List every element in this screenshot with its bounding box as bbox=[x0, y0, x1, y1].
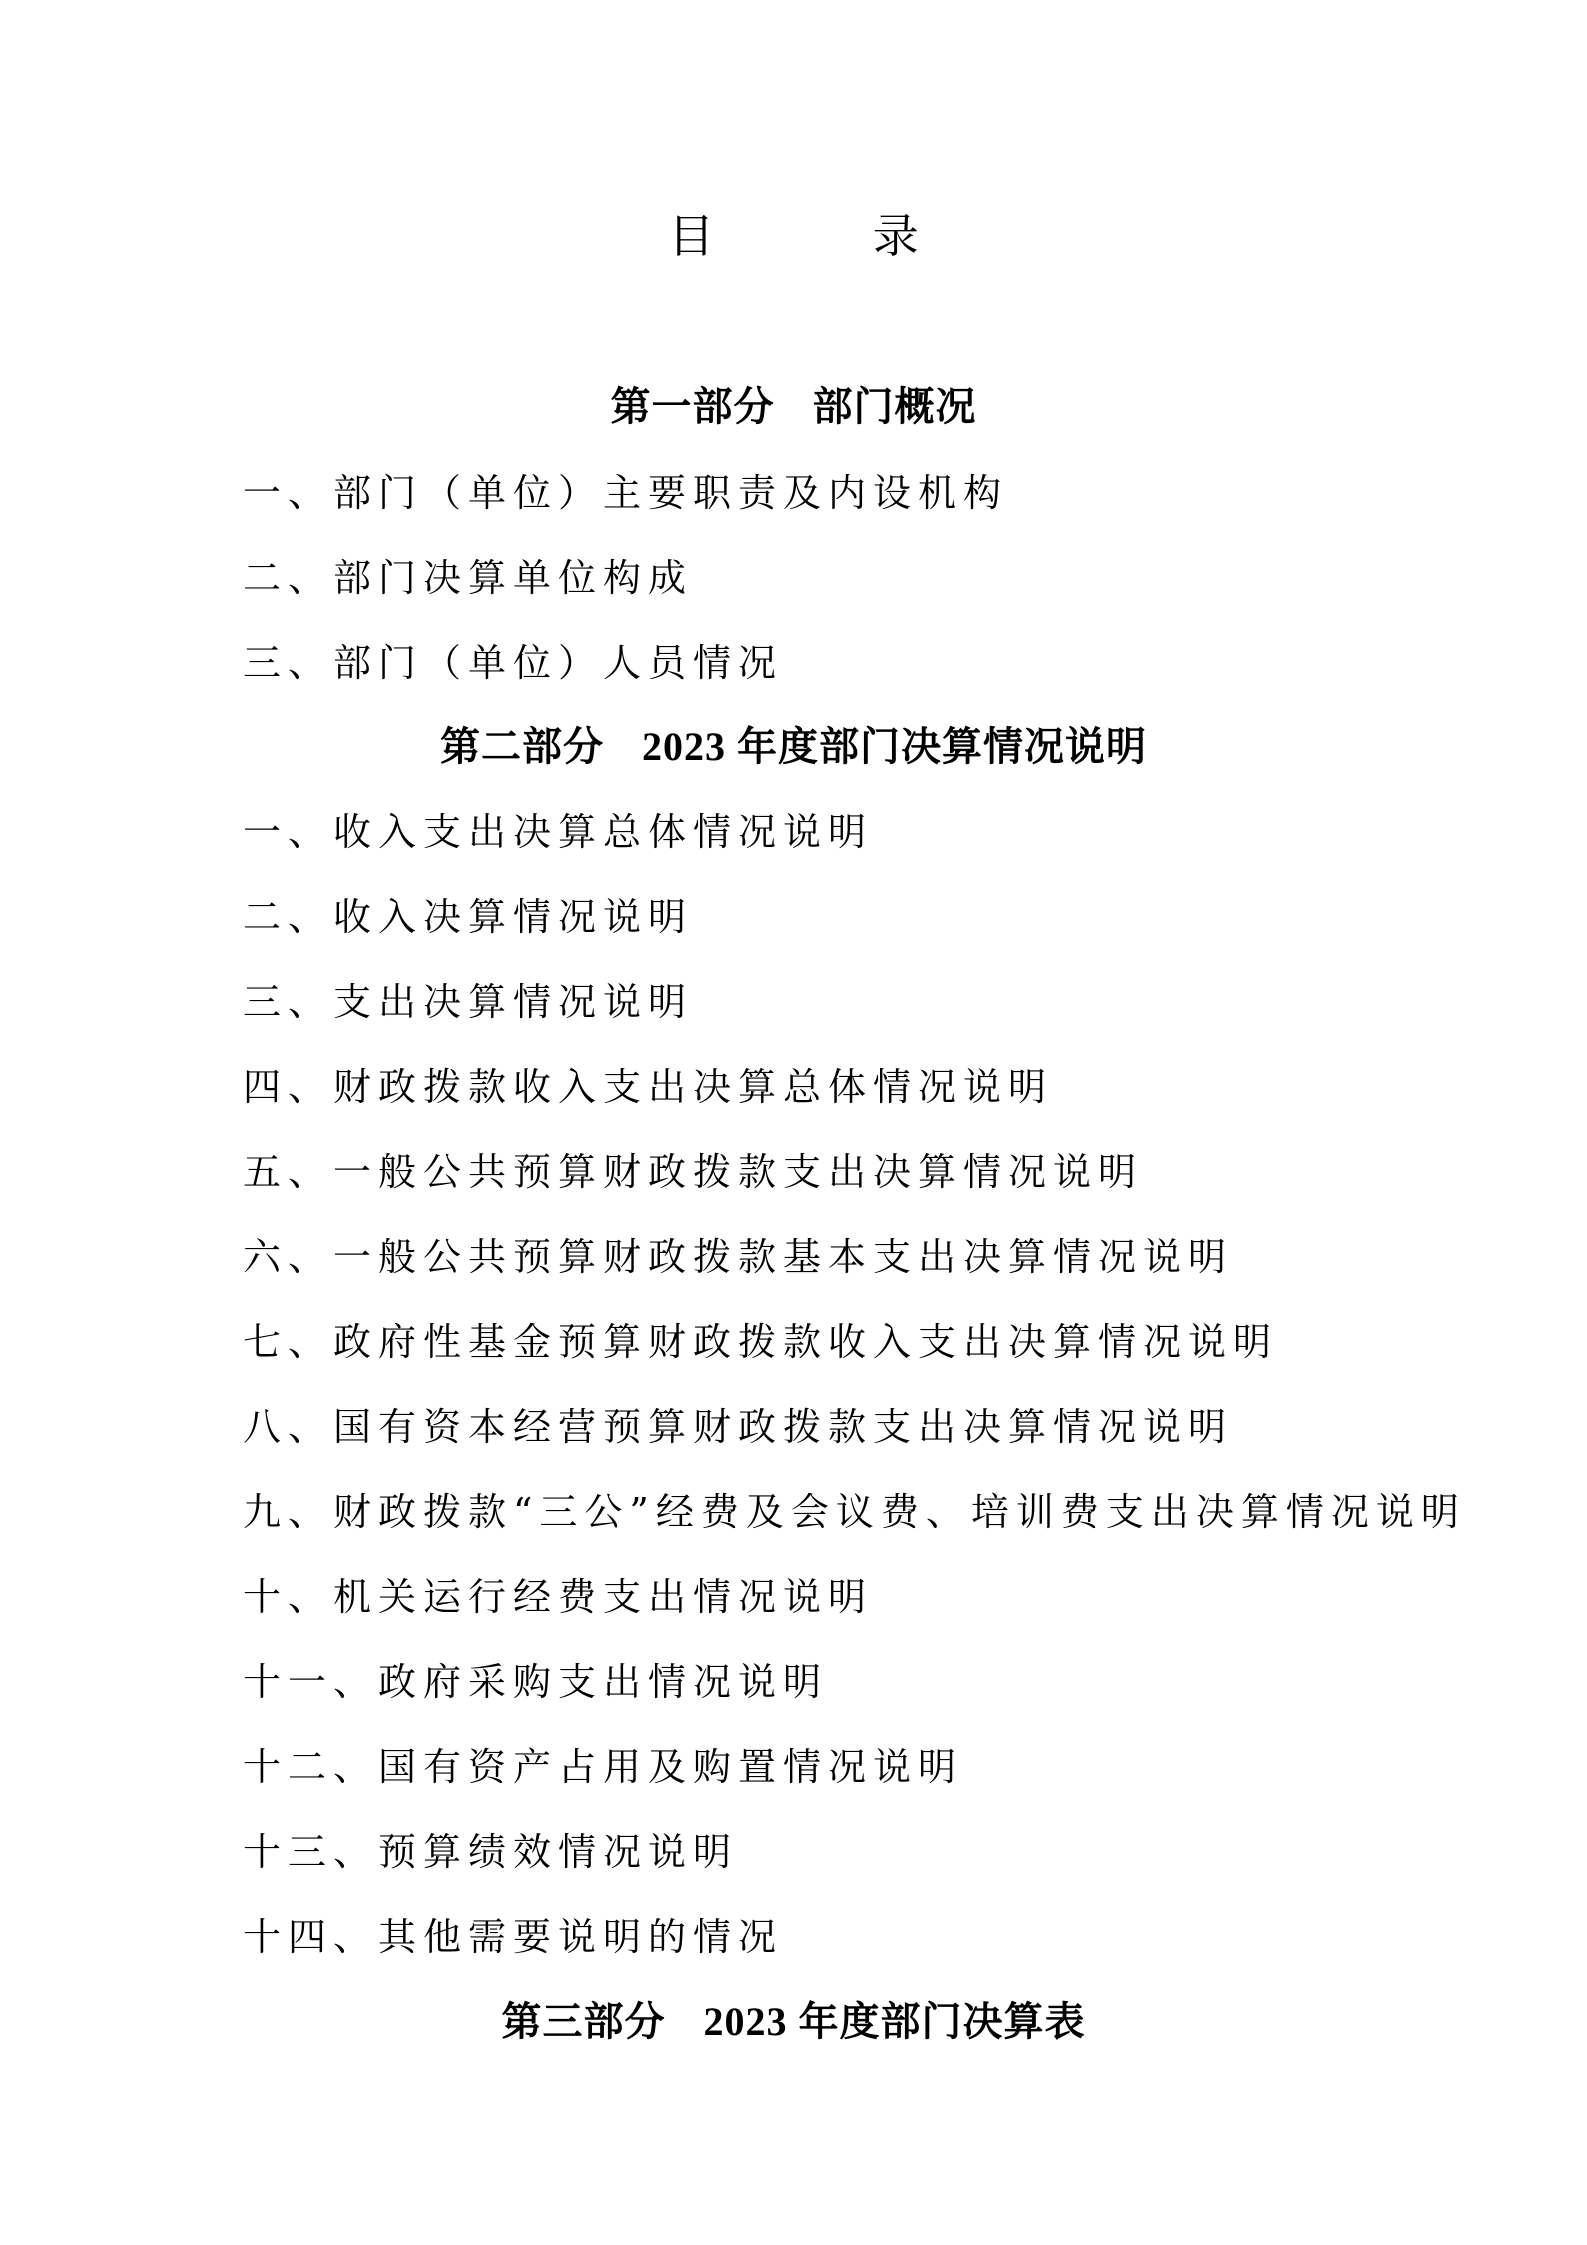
toc-item-2-11: 十一、政府采购支出情况说明 bbox=[243, 1660, 829, 1704]
toc-item-2-7: 七、政府性基金预算财政拨款收入支出决算情况说明 bbox=[243, 1320, 1279, 1364]
toc-item-2-2: 二、收入决算情况说明 bbox=[243, 895, 694, 939]
toc-item-1-3: 三、部门（单位）人员情况 bbox=[243, 641, 784, 685]
toc-item-2-5: 五、一般公共预算财政拨款支出决算情况说明 bbox=[243, 1150, 1144, 1194]
part2-name: 2023 年度部门决算情况说明 bbox=[642, 724, 1147, 769]
part1-heading bbox=[0, 375, 1587, 432]
part3-label: 第三部分 bbox=[501, 1998, 666, 2045]
toc-item-1-1: 一、部门（单位）主要职责及内设机构 bbox=[243, 471, 1009, 515]
toc-item-2-12: 十二、国有资产占用及购置情况说明 bbox=[243, 1745, 964, 1789]
toc-item-2-1: 一、收入支出决算总体情况说明 bbox=[243, 810, 874, 854]
toc-item-2-4: 四、财政拨款收入支出决算总体情况说明 bbox=[243, 1065, 1054, 1109]
part3-name: 2023 年度部门决算表 bbox=[703, 1999, 1086, 2044]
toc-item-2-3: 三、支出决算情况说明 bbox=[243, 980, 694, 1024]
part2-heading bbox=[0, 715, 1587, 772]
toc-item-2-9: 九、财政拨款“三公”经费及会议费、培训费支出决算情况说明 bbox=[243, 1490, 1466, 1534]
page-title: 目 录 bbox=[668, 209, 991, 263]
toc-item-2-8: 八、国有资本经营预算财政拨款支出决算情况说明 bbox=[243, 1405, 1234, 1449]
toc-item-2-6: 六、一般公共预算财政拨款基本支出决算情况说明 bbox=[243, 1235, 1234, 1279]
toc-item-1-2: 二、部门决算单位构成 bbox=[243, 556, 694, 600]
part2-label: 第二部分 bbox=[440, 723, 604, 770]
toc-item-2-10: 十、机关运行经费支出情况说明 bbox=[243, 1575, 874, 1619]
part1-name: 部门概况 bbox=[812, 383, 977, 430]
toc-item-2-13: 十三、预算绩效情况说明 bbox=[243, 1830, 739, 1874]
part3-heading bbox=[0, 1990, 1587, 2047]
toc-item-2-14: 十四、其他需要说明的情况 bbox=[243, 1915, 784, 1959]
part1-label: 第一部分 bbox=[610, 383, 775, 430]
